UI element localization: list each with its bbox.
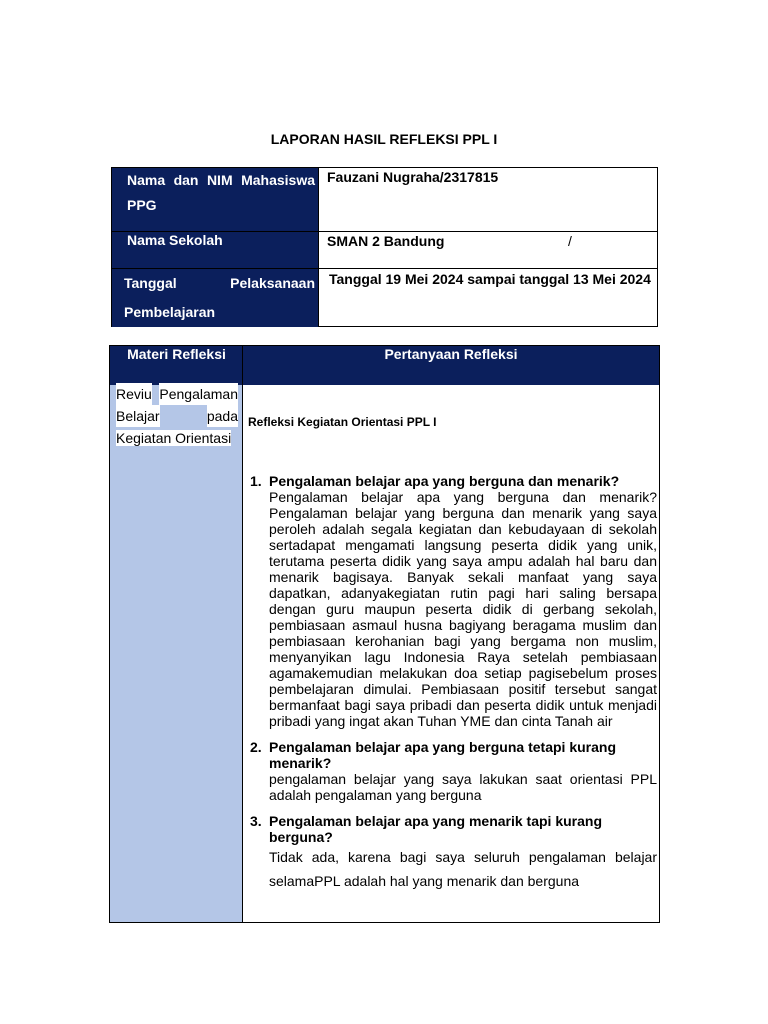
date-label-word2: Pelaksanaan <box>230 275 315 291</box>
materi-word-belajar: Belajar <box>116 405 160 427</box>
school-label-text: Nama Sekolah <box>127 232 223 248</box>
question-text: Pengalaman belajar apa yang berguna dan menarik? <box>269 473 620 489</box>
materi-word-pengalaman: Pengalaman <box>159 383 238 405</box>
materi-word-kegiatan: Kegiatan Orientasi <box>116 430 232 446</box>
date-value-cell <box>318 269 657 327</box>
materi-word-reviu: Reviu <box>116 383 152 405</box>
materi-column <box>110 385 243 922</box>
reflection-header <box>110 346 659 385</box>
name-label-line2: PPG <box>127 197 157 213</box>
date-label <box>112 269 318 327</box>
date-label-word1: Tanggal <box>124 275 177 291</box>
answer-text: pengalaman belajar yang saya lakukan saat orientasi PPL adalah pengalaman yang berguna <box>269 771 657 803</box>
materi-line3 <box>116 427 238 449</box>
school-label <box>112 232 318 268</box>
question-item <box>250 813 657 893</box>
date-label-line2: Pembelajaran <box>124 304 216 320</box>
question-number: 1. <box>250 473 262 489</box>
reflection-table <box>109 345 660 923</box>
materi-text <box>116 383 238 449</box>
question-text: Pengalaman belajar apa yang menarik tapi kurang berguna? <box>269 813 603 845</box>
identity-row-school <box>112 231 657 268</box>
question-number: 3. <box>250 813 262 829</box>
question-item <box>250 739 657 803</box>
identity-row-name <box>112 168 657 231</box>
materi-word-pada: pada <box>207 405 238 427</box>
name-label-line1: Nama dan NIM Mahasiswa <box>127 172 315 188</box>
school-value: SMAN 2 Bandung <box>327 233 445 249</box>
identity-table <box>111 167 658 327</box>
name-value: Fauzani Nugraha/2317815 <box>318 168 657 231</box>
question-item <box>250 473 657 729</box>
header-pertanyaan: Pertanyaan Refleksi <box>384 346 518 362</box>
materi-line1 <box>116 383 238 405</box>
name-label <box>112 168 318 231</box>
date-value: Tanggal 19 Mei 2024 sampai tanggal 13 Mei 2024 <box>329 271 651 287</box>
date-label-line1 <box>124 269 315 298</box>
sub-title: Refleksi Kegiatan Orientasi PPL I <box>248 415 437 429</box>
header-materi: Materi Refleksi <box>127 346 226 362</box>
school-value-cell <box>318 232 657 268</box>
identity-row-date <box>112 268 657 327</box>
page-title: LAPORAN HASIL REFLEKSI PPL I <box>270 131 498 147</box>
school-slash: / <box>568 233 572 249</box>
materi-line2 <box>116 405 238 427</box>
answer-text: Tidak ada, karena bagi saya seluruh pengalaman belajar selamaPPL adalah hal yang menarik dan berguna <box>269 849 657 889</box>
question-text: Pengalaman belajar apa yang berguna tetapi kurang menarik? <box>269 739 616 771</box>
pertanyaan-column <box>243 385 659 922</box>
header-divider <box>242 346 243 385</box>
question-number: 2. <box>250 739 262 755</box>
question-list <box>250 473 657 903</box>
answer-text: Pengalaman belajar apa yang berguna dan menarik?Pengalaman belajar yang berguna dan menarik yang saya peroleh adalah segala kegiatan dan kebudayaan di sekolah sertadapat mengamati langsung peserta didik yang unik, terutama peserta didik yang saya ampu adalah hal baru dan menarik bagisaya. Banyak sekali manfaat yang saya dapatkan, adanyakegiatan rutin pagi hari saling bersapa dengan guru maupun peserta didik di gerbang sekolah, pembiasaan asmaul husna bagiyang beragama muslim dan pembiasaan kerohanian bagi yang bergama non muslim, menyanyikan lagu Indonesia Raya setelah pembiasaan agamakemudian melakukan doa setiap pagisebelum proses pembelajaran dimulai. Pembiasaan positif tersebut sangat bermanfaat bagi saya pribadi dan peserta didik untuk menjadi pribadi yang ingat akan Tuhan YME dan cinta Tanah air <box>269 489 657 729</box>
